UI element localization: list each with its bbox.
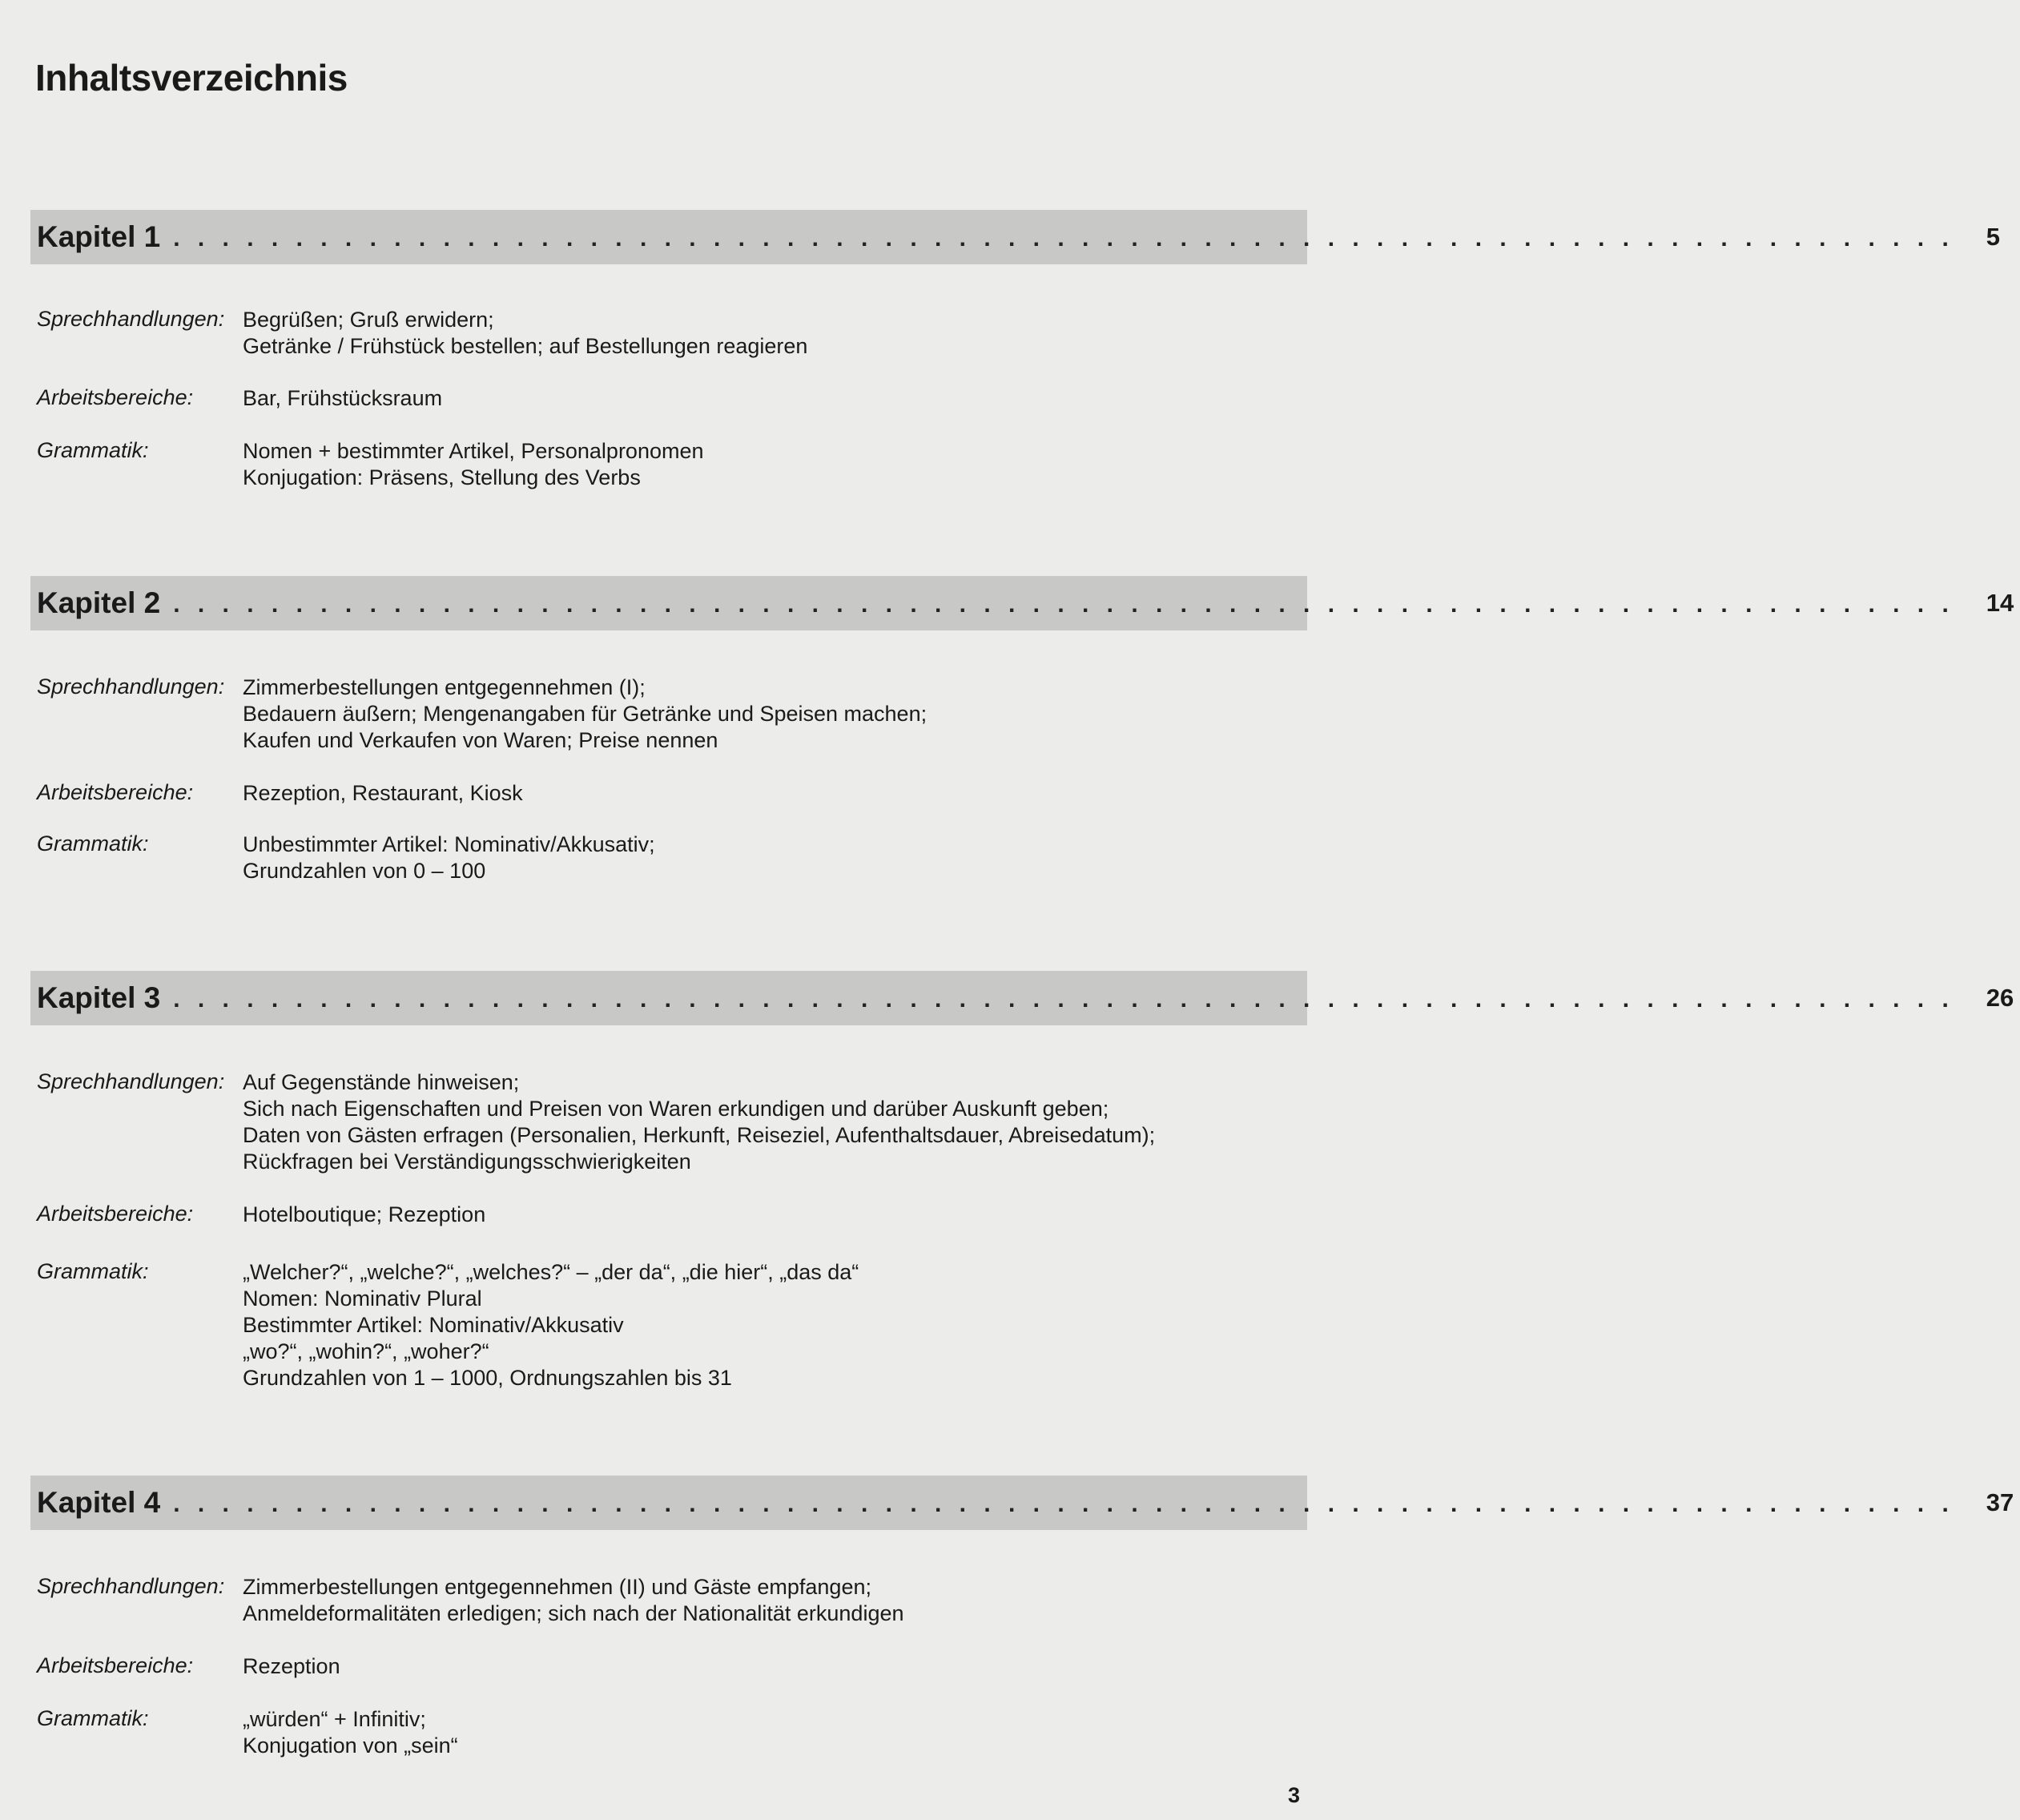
- sprechhandlungen-line: Getränke / Frühstück bestellen; auf Bestellungen reagieren: [243, 334, 808, 358]
- grammatik-line: „wo?“, „wohin?“, „woher?“: [243, 1339, 489, 1363]
- grammatik-line: Konjugation: Präsens, Stellung des Verbs: [243, 465, 641, 489]
- chapter-page-number: 26: [1986, 984, 2014, 1012]
- grammatik-line: Konjugation von „sein“: [243, 1733, 458, 1758]
- grammatik-label: Grammatik:: [37, 438, 149, 462]
- sprechhandlungen-line: Begrüßen; Gruß erwidern;: [243, 308, 494, 332]
- sprechhandlungen-content: [243, 307, 807, 360]
- chapter-title: Kapitel 2: [37, 586, 161, 619]
- sprechhandlungen-content: [243, 674, 927, 754]
- arbeitsbereiche-content: [243, 1202, 485, 1228]
- grammatik-line: „Welcher?“, „welche?“, „welches?“ – „der da“, „die hier“, „das da“: [243, 1260, 859, 1284]
- grammatik-line: Bestimmter Artikel: Nominativ/Akkusativ: [243, 1313, 624, 1337]
- sprechhandlungen-label: Sprechhandlungen:: [37, 307, 225, 331]
- sprechhandlungen-label: Sprechhandlungen:: [37, 1574, 225, 1598]
- arbeitsbereiche-content: [243, 1653, 340, 1680]
- chapter-heading-bar: [30, 210, 2001, 264]
- chapter-page-number: 37: [1986, 1488, 2014, 1516]
- page-number: 3: [1288, 1783, 1301, 1807]
- sprechhandlungen-content: [243, 1574, 904, 1627]
- sprechhandlungen-line: Anmeldeformalitäten erledigen; sich nach der Nationalität erkundigen: [243, 1601, 904, 1625]
- arbeitsbereiche-label: Arbeitsbereiche:: [37, 385, 194, 409]
- grammatik-content: [243, 831, 655, 884]
- leader-dots: . . . . . . . . . . . . . . . . . . . . . . . . . . . . . . . . . . . . . . . . . . . . . . . . . . . . . . . . . . . . . . . . . . . . . . . . .: [173, 225, 1954, 252]
- chapter-heading-bar: [30, 1476, 2014, 1530]
- chapter-title: Kapitel 3: [37, 981, 161, 1014]
- sprechhandlungen-line: Kaufen und Verkaufen von Waren; Preise nennen: [243, 728, 718, 752]
- chapter-page-number: 5: [1986, 223, 2001, 251]
- arbeitsbereiche-line: Bar, Frühstücksraum: [243, 386, 443, 410]
- chapter-title: Kapitel 4: [37, 1486, 161, 1519]
- sprechhandlungen-line: Zimmerbestellungen entgegennehmen (I);: [243, 675, 646, 699]
- sprechhandlungen-label: Sprechhandlungen:: [37, 674, 225, 699]
- arbeitsbereiche-label: Arbeitsbereiche:: [37, 780, 194, 804]
- grammatik-line: Nomen + bestimmter Artikel, Personalpronomen: [243, 439, 704, 463]
- sprechhandlungen-line: Sich nach Eigenschaften und Preisen von Waren erkundigen und darüber Auskunft geben;: [243, 1097, 1109, 1121]
- sprechhandlungen-line: Rückfragen bei Verständigungsschwierigkeiten: [243, 1150, 691, 1174]
- grammatik-label: Grammatik:: [37, 1706, 149, 1730]
- chapter-heading-bar: [30, 971, 2014, 1025]
- chapter-page-number: 14: [1986, 589, 2014, 617]
- arbeitsbereiche-line: Rezeption: [243, 1654, 340, 1678]
- arbeitsbereiche-line: Hotelboutique; Rezeption: [243, 1202, 486, 1226]
- grammatik-content: [243, 1706, 458, 1759]
- grammatik-line: Unbestimmter Artikel: Nominativ/Akkusativ;: [243, 832, 655, 856]
- page-title: Inhaltsverzeichnis: [35, 57, 348, 99]
- sprechhandlungen-content: [243, 1069, 1155, 1175]
- arbeitsbereiche-content: [243, 385, 442, 412]
- grammatik-line: „würden“ + Infinitiv;: [243, 1707, 426, 1731]
- sprechhandlungen-line: Daten von Gästen erfragen (Personalien, Herkunft, Reiseziel, Aufenthaltsdauer, Abreisedatum);: [243, 1123, 1156, 1147]
- grammatik-content: [243, 1259, 859, 1391]
- sprechhandlungen-line: Auf Gegenstände hinweisen;: [243, 1070, 520, 1094]
- grammatik-label: Grammatik:: [37, 1259, 149, 1283]
- grammatik-content: [243, 438, 704, 491]
- grammatik-line: Nomen: Nominativ Plural: [243, 1286, 482, 1311]
- sprechhandlungen-label: Sprechhandlungen:: [37, 1069, 225, 1093]
- grammatik-label: Grammatik:: [37, 831, 149, 856]
- arbeitsbereiche-line: Rezeption, Restaurant, Kiosk: [243, 781, 523, 805]
- grammatik-line: Grundzahlen von 0 – 100: [243, 859, 486, 883]
- leader-dots: . . . . . . . . . . . . . . . . . . . . . . . . . . . . . . . . . . . . . . . . . . . . . . . . . . . . . . . . . . . . . . . . . . . . . . . . .: [173, 986, 1954, 1013]
- arbeitsbereiche-label: Arbeitsbereiche:: [37, 1653, 194, 1677]
- arbeitsbereiche-label: Arbeitsbereiche:: [37, 1202, 194, 1226]
- leader-dots: . . . . . . . . . . . . . . . . . . . . . . . . . . . . . . . . . . . . . . . . . . . . . . . . . . . . . . . . . . . . . . . . . . . . . . . . .: [173, 1491, 1954, 1517]
- grammatik-line: Grundzahlen von 1 – 1000, Ordnungszahlen bis 31: [243, 1366, 732, 1390]
- sprechhandlungen-line: Bedauern äußern; Mengenangaben für Getränke und Speisen machen;: [243, 702, 928, 726]
- leader-dots: . . . . . . . . . . . . . . . . . . . . . . . . . . . . . . . . . . . . . . . . . . . . . . . . . . . . . . . . . . . . . . . . . . . . . . . . .: [173, 591, 1954, 618]
- chapter-title: Kapitel 1: [37, 220, 161, 253]
- chapter-heading-bar: [30, 576, 2014, 630]
- arbeitsbereiche-content: [243, 780, 523, 807]
- sprechhandlungen-line: Zimmerbestellungen entgegennehmen (II) und Gäste empfangen;: [243, 1575, 871, 1599]
